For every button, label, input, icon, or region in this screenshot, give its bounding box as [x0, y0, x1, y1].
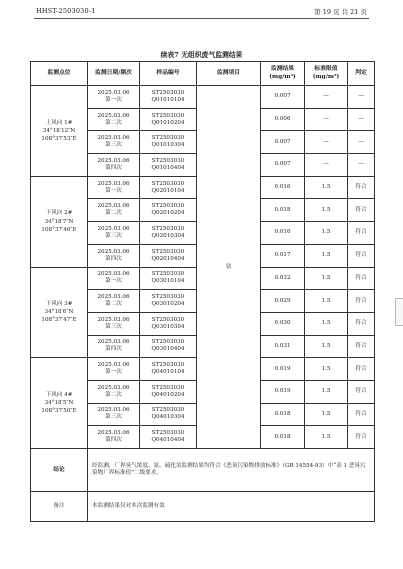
sample-frequency: 第二次	[105, 391, 122, 398]
sample-id-line: Q01010404	[151, 164, 185, 171]
result-cell: 0.007	[261, 131, 305, 154]
site-line: 108°37′47″E	[41, 317, 77, 324]
date-cell	[88, 358, 140, 381]
judgement-cell: 符合	[348, 426, 375, 449]
remarks-label: 备注	[31, 492, 88, 522]
limit-cell: 1.5	[305, 426, 348, 449]
sample-id-cell	[140, 108, 197, 131]
judgement-cell: 符合	[348, 290, 375, 313]
limit-cell: —	[305, 108, 348, 131]
sample-id-cell	[140, 86, 197, 109]
result-cell: 0.030	[261, 312, 305, 335]
sample-frequency: 第三次	[105, 414, 122, 421]
judgement-cell: —	[348, 86, 375, 109]
sample-frequency: 第一次	[105, 278, 122, 285]
sample-id-cell	[140, 222, 197, 245]
sample-id-line: Q02010404	[151, 255, 185, 262]
limit-cell: 1.5	[305, 176, 348, 199]
limit-cell: 1.5	[305, 290, 348, 313]
sample-date: 2025.03.06	[97, 271, 130, 278]
site-cell	[31, 176, 88, 267]
sample-id-cell	[140, 244, 197, 267]
sample-id-cell	[140, 403, 197, 426]
date-cell	[88, 267, 140, 290]
conclusion-row	[31, 449, 375, 492]
sample-id-line: Q04010304	[151, 414, 185, 421]
site-line: 34°18′5″N	[44, 400, 74, 407]
date-cell	[88, 380, 140, 403]
site-line: 108°37′53″E	[41, 135, 77, 142]
document-id: HHST-2503030-1	[36, 7, 96, 15]
site-line: 下风向 4#	[45, 391, 73, 398]
sample-id-line: ST2503030	[151, 430, 185, 437]
result-cell: 0.018	[261, 403, 305, 426]
sample-id-line: Q03010304	[151, 323, 185, 330]
site-line: 108°37′46″E	[41, 226, 77, 233]
sample-id-line: ST2503030	[151, 157, 185, 164]
sample-id-line: Q02010304	[151, 232, 185, 239]
limit-cell: 1.5	[305, 335, 348, 358]
sample-id-line: ST2503030	[151, 384, 185, 391]
remarks-row	[31, 492, 375, 522]
sample-id-line: ST2503030	[151, 135, 185, 142]
sample-id-line: Q01010204	[151, 119, 185, 126]
date-cell	[88, 108, 140, 131]
sample-id-line: Q02010204	[151, 210, 185, 217]
date-cell	[88, 290, 140, 313]
sample-id-cell	[140, 176, 197, 199]
judgement-cell: 符合	[348, 358, 375, 381]
sample-frequency: 第四次	[105, 346, 122, 353]
judgement-cell: —	[348, 154, 375, 177]
sample-frequency: 第三次	[105, 232, 122, 239]
date-cell	[88, 244, 140, 267]
sample-id-cell	[140, 290, 197, 313]
sample-id-line: ST2503030	[151, 362, 185, 369]
sample-id-line: Q03010404	[151, 346, 185, 353]
date-cell	[88, 426, 140, 449]
sample-date: 2025.03.06	[97, 248, 130, 255]
judgement-cell: 符合	[348, 380, 375, 403]
result-cell: 0.006	[261, 108, 305, 131]
sample-id-line: ST2503030	[151, 294, 185, 301]
limit-cell: 1.5	[305, 403, 348, 426]
table-header-row	[31, 62, 375, 86]
conclusion-label: 结论	[31, 449, 88, 492]
sample-id-line: ST2503030	[151, 339, 185, 346]
site-cell	[31, 358, 88, 449]
result-cell: 0.032	[261, 267, 305, 290]
limit-cell: 1.5	[305, 380, 348, 403]
sample-frequency: 第四次	[105, 255, 122, 262]
sample-frequency: 第三次	[105, 142, 122, 149]
col-header-result: 监测结果(mg/m³)	[261, 62, 305, 86]
sample-id-line: Q04010104	[151, 369, 185, 376]
site-cell	[31, 267, 88, 358]
sample-date: 2025.03.06	[97, 89, 130, 96]
sample-date: 2025.03.06	[97, 407, 130, 414]
sample-date: 2025.03.06	[97, 225, 130, 232]
result-cell: 0.007	[261, 154, 305, 177]
sample-id-line: Q04010404	[151, 437, 185, 444]
date-cell	[88, 86, 140, 109]
sample-id-cell	[140, 426, 197, 449]
sample-id-line: ST2503030	[151, 225, 185, 232]
sample-frequency: 第二次	[105, 301, 122, 308]
sample-date: 2025.03.06	[97, 180, 130, 187]
sample-frequency: 第二次	[105, 119, 122, 126]
sample-id-line: ST2503030	[151, 248, 185, 255]
judgement-cell: 符合	[348, 335, 375, 358]
sample-id-line: ST2503030	[151, 203, 185, 210]
col-header-judge: 判定	[348, 62, 375, 86]
limit-cell: —	[305, 86, 348, 109]
sample-id-line: ST2503030	[151, 112, 185, 119]
monitoring-item-cell: 氨	[197, 86, 261, 449]
result-cell: 0.029	[261, 290, 305, 313]
date-cell	[88, 222, 140, 245]
date-cell	[88, 176, 140, 199]
site-line: 上风向 1#	[45, 119, 73, 126]
judgement-cell: —	[348, 108, 375, 131]
sample-frequency: 第二次	[105, 210, 122, 217]
site-line: 下风向 2#	[45, 210, 73, 217]
sample-id-cell	[140, 154, 197, 177]
date-cell	[88, 335, 140, 358]
sample-frequency: 第三次	[105, 323, 122, 330]
result-cell: 0.017	[261, 244, 305, 267]
limit-cell: 1.5	[305, 312, 348, 335]
sample-date: 2025.03.06	[97, 203, 130, 210]
date-cell	[88, 403, 140, 426]
site-line: 34°18′6″N	[44, 309, 74, 316]
judgement-cell: —	[348, 131, 375, 154]
page-number: 第 19 页 共 21 页	[314, 8, 367, 16]
result-cell: 0.018	[261, 199, 305, 222]
judgement-cell: 符合	[348, 222, 375, 245]
sample-id-line: Q02010104	[151, 187, 185, 194]
limit-cell: 1.5	[305, 267, 348, 290]
col-header-limit: 标准限值(mg/m³)	[305, 62, 348, 86]
site-line: 34°18′7″N	[44, 218, 74, 225]
sample-date: 2025.03.06	[97, 316, 130, 323]
judgement-cell: 符合	[348, 176, 375, 199]
sample-id-cell	[140, 199, 197, 222]
site-line: 108°37′50″E	[41, 408, 77, 415]
sample-frequency: 第一次	[105, 369, 122, 376]
sample-id-line: ST2503030	[151, 271, 185, 278]
limit-cell: —	[305, 131, 348, 154]
judgement-cell: 符合	[348, 244, 375, 267]
judgement-cell: 符合	[348, 267, 375, 290]
result-cell: 0.007	[261, 86, 305, 109]
date-cell	[88, 199, 140, 222]
result-cell: 0.031	[261, 335, 305, 358]
sample-id-cell	[140, 335, 197, 358]
sample-id-cell	[140, 131, 197, 154]
sample-date: 2025.03.06	[97, 135, 130, 142]
date-cell	[88, 312, 140, 335]
result-cell: 0.019	[261, 380, 305, 403]
limit-cell: 1.5	[305, 199, 348, 222]
sample-frequency: 第四次	[105, 437, 122, 444]
sample-id-line: Q01010104	[151, 96, 185, 103]
sample-id-line: ST2503030	[151, 407, 185, 414]
judgement-cell: 符合	[348, 403, 375, 426]
col-header-site: 监测点位	[31, 62, 88, 86]
judgement-cell: 符合	[348, 199, 375, 222]
remarks-text: 本监测结果仅对本次监测有效	[88, 492, 375, 522]
table-row	[31, 86, 375, 109]
sample-frequency: 第一次	[105, 187, 122, 194]
sample-date: 2025.03.06	[97, 112, 130, 119]
sample-id-line: Q01010304	[151, 142, 185, 149]
sample-id-cell	[140, 380, 197, 403]
col-header-date: 监测日期/频次	[88, 62, 140, 86]
conclusion-text: 经监测，厂界臭气浓度、氨、硫化氢监测结果均符合《恶臭污染物排放标准》（GB 14554-93）中“表 1 恶臭污染物厂界标准值”二级要求。	[88, 449, 375, 492]
sample-id-line: ST2503030	[151, 180, 185, 187]
sample-date: 2025.03.06	[97, 384, 130, 391]
sample-date: 2025.03.06	[97, 362, 130, 369]
header-divider	[34, 18, 369, 19]
sample-id-line: ST2503030	[151, 316, 185, 323]
limit-cell: —	[305, 154, 348, 177]
judgement-cell: 符合	[348, 312, 375, 335]
sample-id-line: Q04010204	[151, 391, 185, 398]
sample-date: 2025.03.06	[97, 157, 130, 164]
site-line: 34°18′12″N	[42, 127, 76, 134]
monitoring-results-table	[30, 61, 375, 522]
limit-cell: 1.5	[305, 358, 348, 381]
result-cell: 0.018	[261, 426, 305, 449]
sample-id-line: Q03010104	[151, 278, 185, 285]
sample-date: 2025.03.06	[97, 294, 130, 301]
site-line: 下风向 3#	[45, 301, 73, 308]
sample-id-cell	[140, 312, 197, 335]
col-header-sample: 样品编号	[140, 62, 197, 86]
date-cell	[88, 154, 140, 177]
sample-id-line: ST2503030	[151, 89, 185, 96]
sample-id-line: Q03010204	[151, 301, 185, 308]
result-cell: 0.016	[261, 176, 305, 199]
side-tab-mark	[395, 298, 403, 326]
sample-date: 2025.03.06	[97, 430, 130, 437]
date-cell	[88, 131, 140, 154]
col-header-item: 监测项目	[197, 62, 261, 86]
limit-cell: 1.5	[305, 244, 348, 267]
limit-cell: 1.5	[305, 222, 348, 245]
sample-id-cell	[140, 267, 197, 290]
site-cell	[31, 86, 88, 177]
sample-frequency: 第四次	[105, 164, 122, 171]
result-cell: 0.016	[261, 222, 305, 245]
table-title: 续表7 无组织废气监测结果	[160, 51, 243, 59]
sample-frequency: 第一次	[105, 96, 122, 103]
sample-id-cell	[140, 358, 197, 381]
sample-date: 2025.03.06	[97, 339, 130, 346]
result-cell: 0.019	[261, 358, 305, 381]
